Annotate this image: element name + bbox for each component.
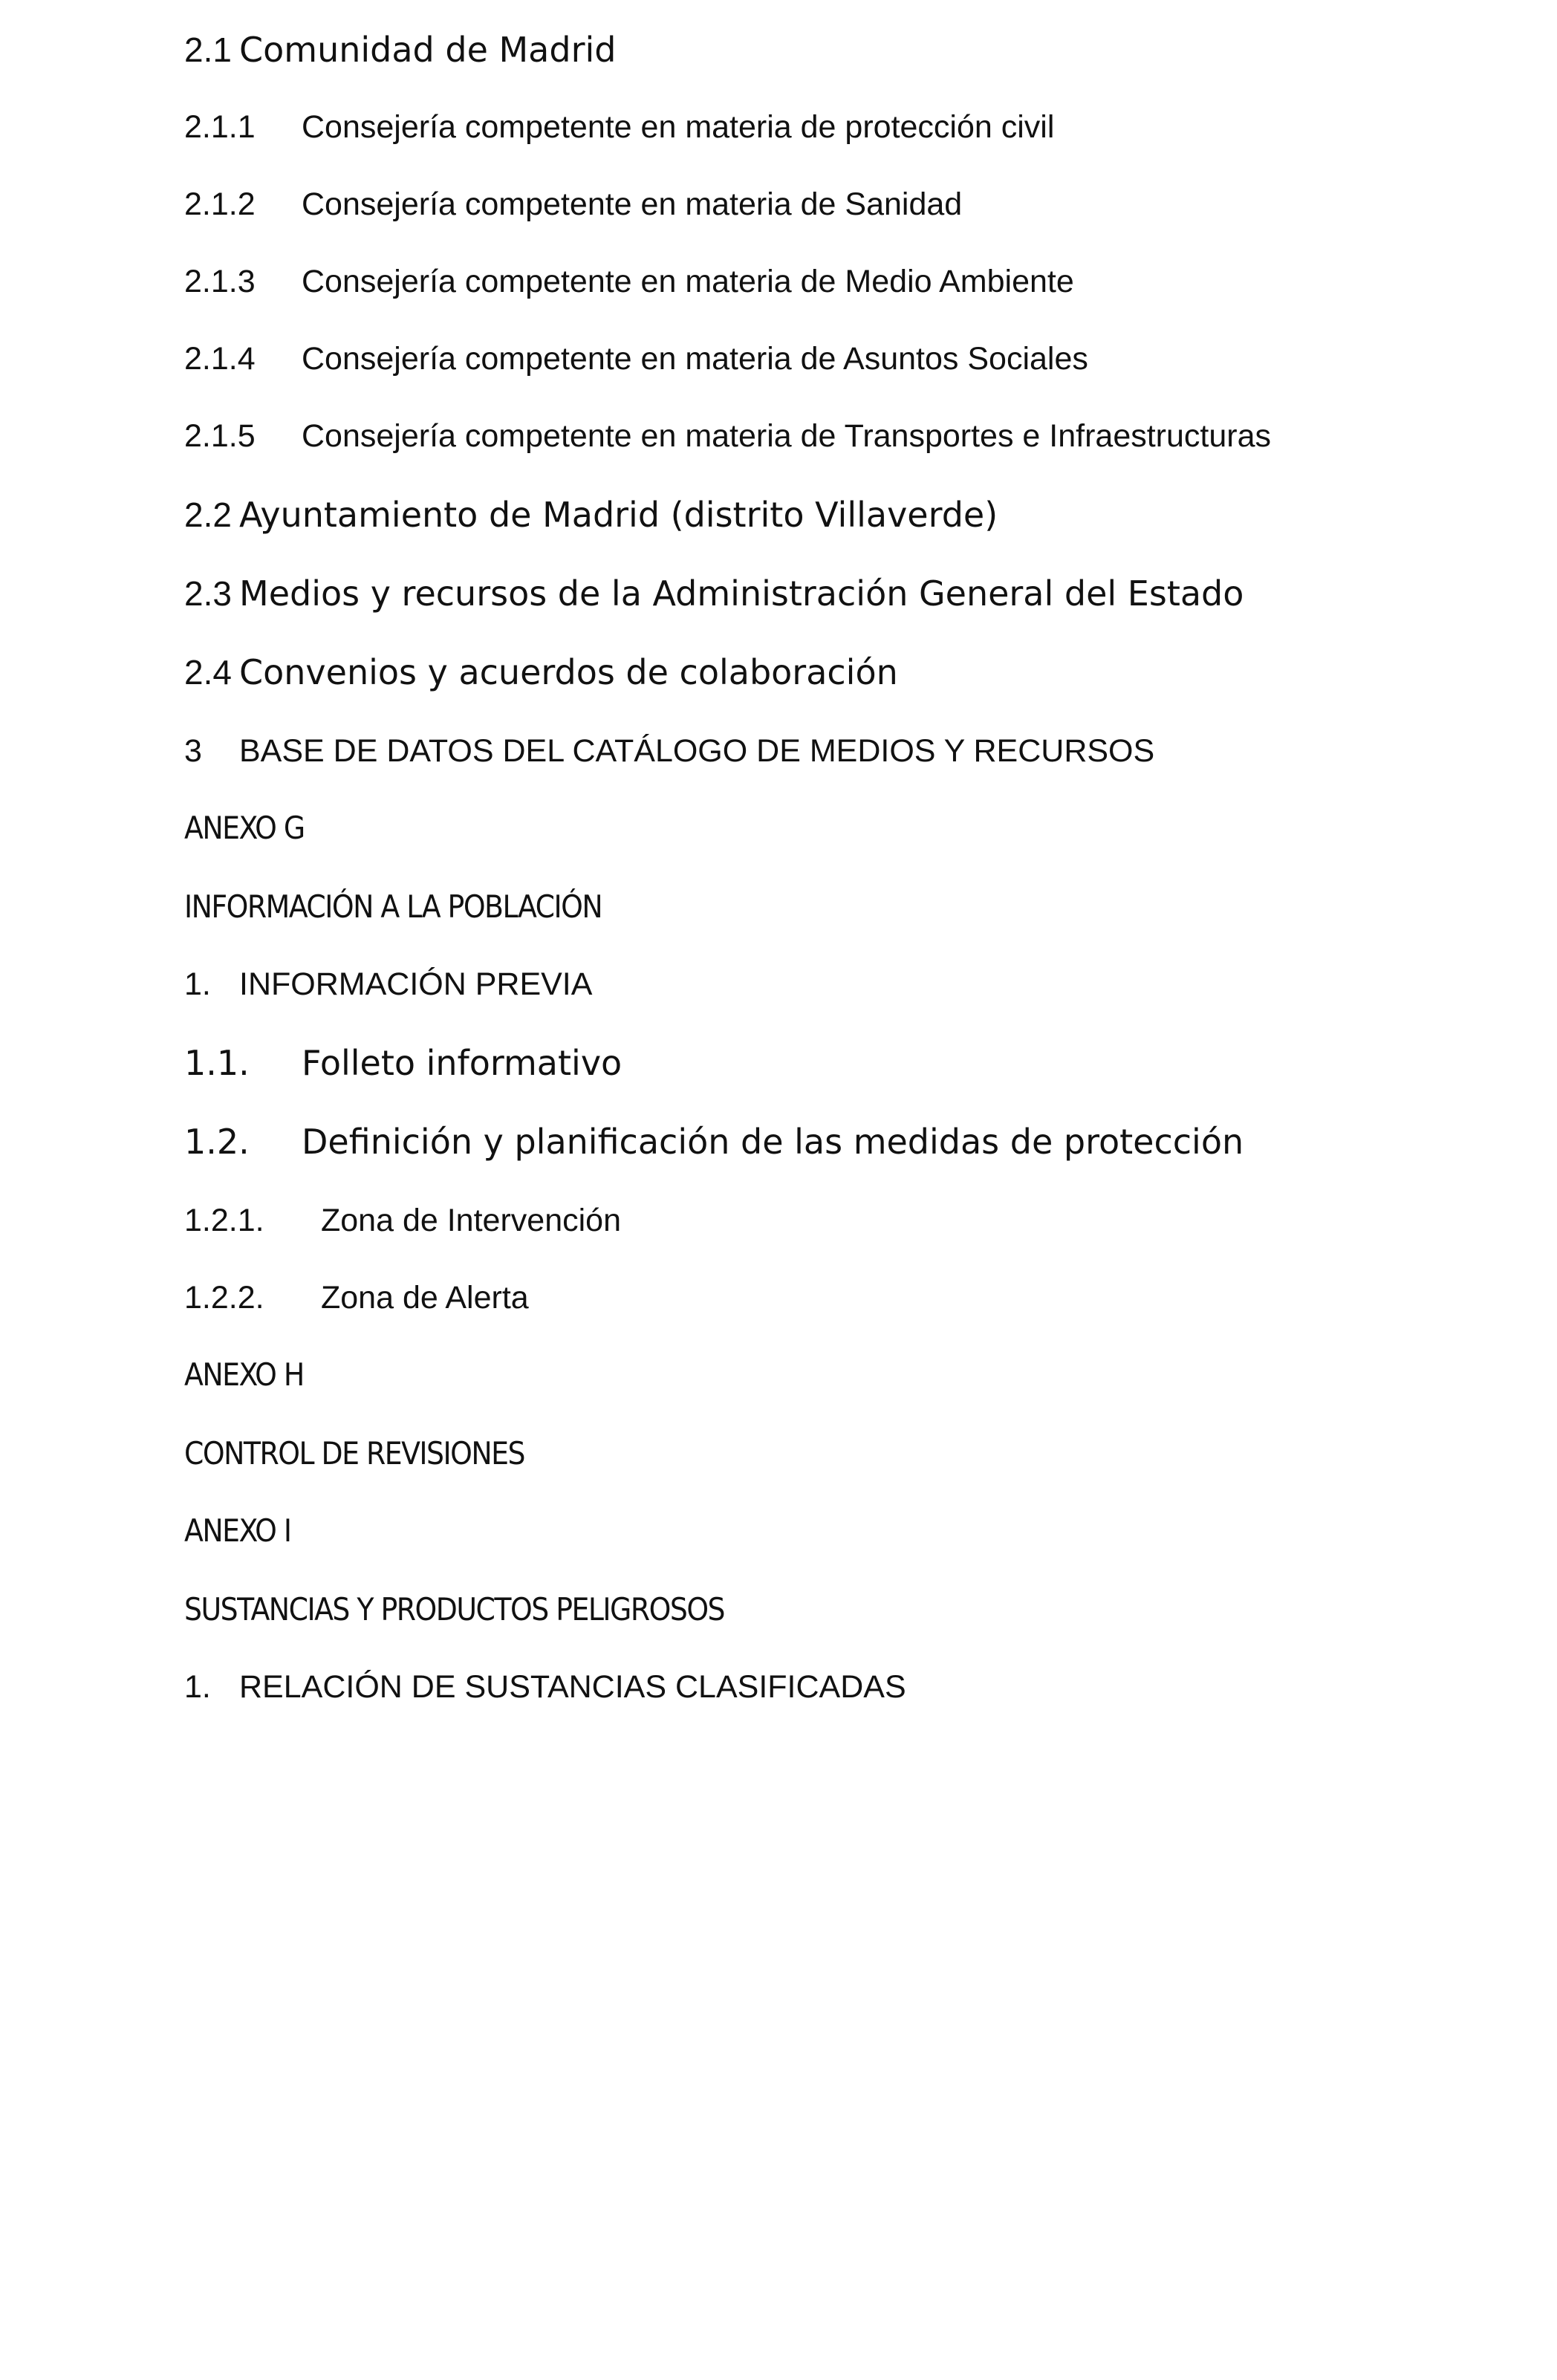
toc-number: 1.	[184, 1669, 211, 1705]
toc-number: 2.4	[184, 653, 232, 692]
toc-entry-2-3	[184, 573, 1244, 614]
toc-text: Consejería competente en materia de protección civil	[302, 109, 1055, 145]
toc-text: Consejería competente en materia de Asuntos Sociales	[302, 341, 1088, 377]
toc-number: 1.	[184, 966, 211, 1002]
annex-h-title	[184, 1435, 525, 1472]
toc-entry-3	[184, 735, 1154, 767]
toc-text: Medios y recursos de la Administración General del Estado	[239, 573, 1244, 614]
toc-number: 2.2	[184, 495, 232, 534]
toc-number: 1.2.2.	[184, 1280, 264, 1316]
toc-number: 2.1.5	[184, 418, 256, 454]
toc-entry-g-1-2	[184, 1122, 1244, 1162]
toc-text: INFORMACIÓN A LA POBLACIÓN	[184, 888, 602, 925]
toc-entry-g-1-2-2	[184, 1282, 529, 1314]
toc-number: 2.1.4	[184, 341, 256, 377]
toc-text: Consejería competente en materia de Transportes e Infraestructuras	[302, 418, 1272, 454]
toc-text: Zona de Alerta	[321, 1280, 529, 1316]
toc-entry-2-4	[184, 652, 898, 692]
toc-text: ANEXO G	[184, 810, 305, 846]
annex-g-heading	[184, 810, 305, 846]
toc-entry-g-1	[184, 966, 593, 1002]
toc-entry-2-1-1	[184, 111, 1054, 143]
toc-text: Comunidad de Madrid	[239, 30, 617, 70]
annex-i-title	[184, 1591, 725, 1628]
toc-entry-2-1	[184, 30, 617, 70]
toc-text: RELACIÓN DE SUSTANCIAS CLASIFICADAS	[239, 1669, 906, 1705]
annex-i-heading	[184, 1512, 291, 1549]
toc-text: Folleto informativo	[302, 1043, 623, 1083]
toc-entry-2-2	[184, 495, 998, 535]
toc-number: 1.1.	[184, 1043, 250, 1083]
toc-text: SUSTANCIAS Y PRODUCTOS PELIGROSOS	[184, 1591, 725, 1628]
toc-text: BASE DE DATOS DEL CATÁLOGO DE MEDIOS Y RECURSOS	[239, 733, 1155, 769]
toc-entry-2-1-5	[184, 420, 1271, 452]
toc-text: Definición y planificación de las medidas de protección	[302, 1122, 1244, 1162]
toc-entry-2-1-3	[184, 266, 1074, 298]
toc-text: ANEXO I	[184, 1512, 291, 1549]
toc-entry-2-1-4	[184, 343, 1088, 375]
toc-text: Consejería competente en materia de Medio Ambiente	[302, 264, 1074, 299]
toc-text: ANEXO H	[184, 1356, 304, 1393]
toc-number: 3	[184, 733, 202, 769]
toc-text: Ayuntamiento de Madrid (distrito Villaverde)	[239, 495, 998, 535]
toc-number: 2.1.2	[184, 186, 256, 222]
toc-number: 2.1	[184, 30, 232, 69]
toc-number: 2.3	[184, 574, 232, 613]
toc-number: 2.1.3	[184, 264, 256, 299]
annex-h-heading	[184, 1356, 304, 1393]
toc-entry-i-1	[184, 1671, 906, 1703]
toc-text: Consejería competente en materia de Sanidad	[302, 186, 963, 222]
toc-text: Zona de Intervención	[321, 1203, 621, 1238]
toc-entry-g-1-2-1	[184, 1205, 621, 1237]
toc-entry-g-1-1	[184, 1043, 623, 1083]
toc-entry-2-1-2	[184, 186, 963, 222]
annex-g-title	[184, 888, 602, 925]
toc-number: 1.2.	[184, 1122, 250, 1162]
toc-text: Convenios y acuerdos de colaboración	[239, 652, 898, 692]
toc-text: CONTROL DE REVISIONES	[184, 1435, 525, 1472]
toc-number: 2.1.1	[184, 109, 256, 145]
toc-number: 1.2.1.	[184, 1203, 264, 1238]
toc-text: INFORMACIÓN PREVIA	[239, 966, 593, 1002]
